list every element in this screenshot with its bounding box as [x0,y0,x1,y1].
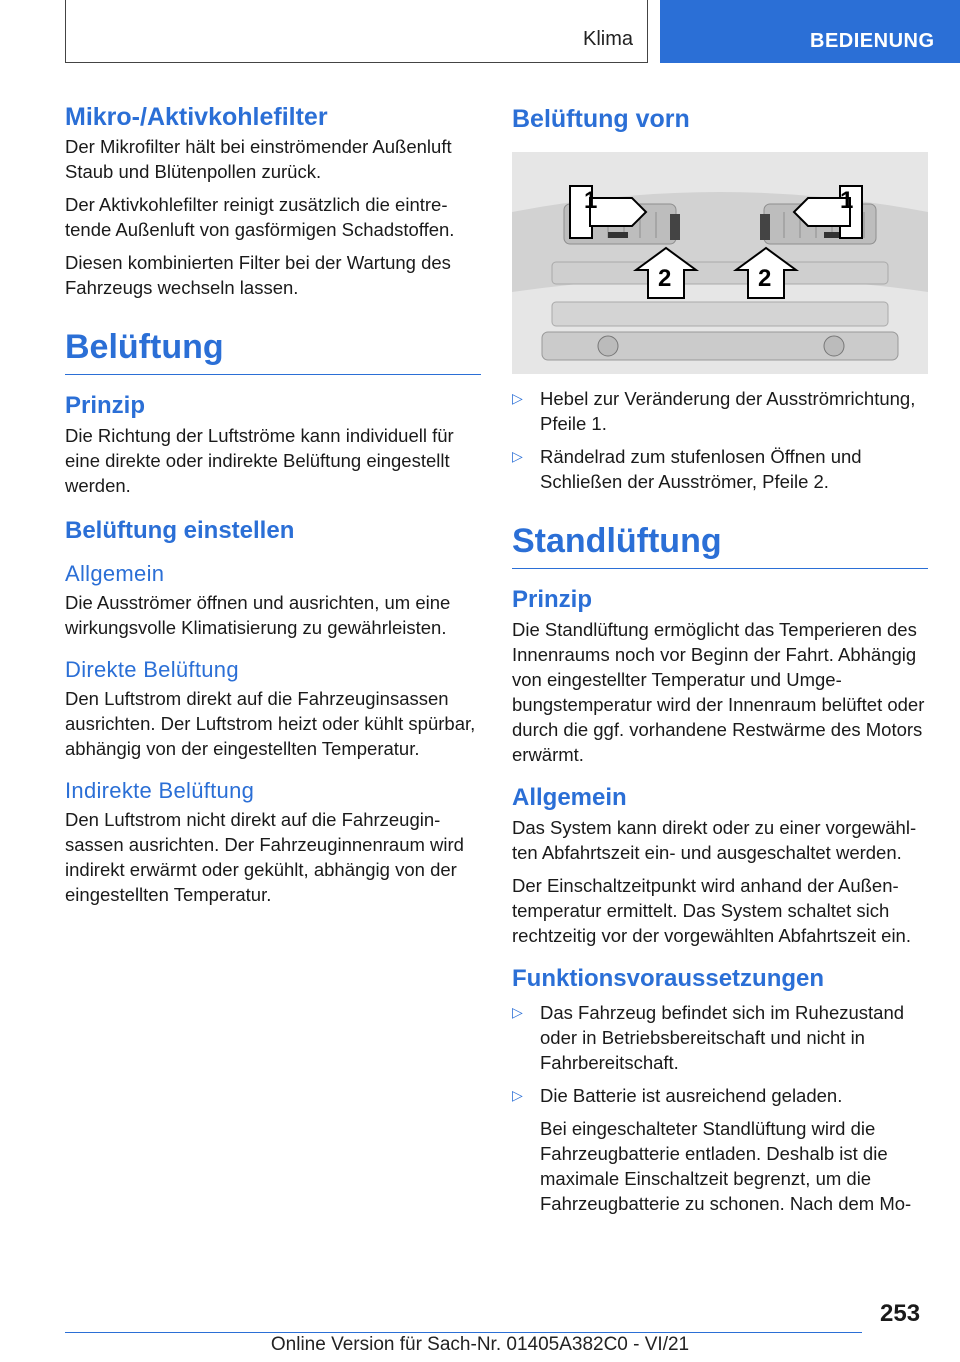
filter-heading: Mikro-/Aktivkohlefilter [65,103,328,131]
adjust-heading: Belüftung einstellen [65,517,295,544]
footer-version: Online Version für Sach-Nr. 01405A382C0 - VI/21 [270,1334,690,1355]
header-box [65,0,648,63]
requirements-heading: Funktionsvoraussetzungen [512,965,825,992]
front-vent-list [512,386,928,494]
park-principle-heading: Prinzip [512,586,593,613]
indirect-heading: Indirekte Belüftung [65,778,255,803]
triangle-bullet-icon: ▷ [512,1004,523,1020]
label-1-left: 1 [584,187,598,214]
filter-paragraph-1: Der Mikrofilter hält bei einströmender Außenluft Staub und Blütenpollen zurück. [65,136,452,182]
indirect-paragraph: Den Luftstrom nicht direkt auf die Fahrzeuginsassen ausrichten. Der Fahrzeuginnenraum wird indirekt erwärmt oder gekühlt, abhängig von der eingestellten Temperatur. [65,809,464,905]
list-item-text: Das Fahrzeug befindet sich im Ruhezustand oder in Betriebsbereitschaft und nicht in Fahrbereitschaft. [540,1002,905,1073]
parking-ventilation-heading: Standlüftung [512,516,928,569]
ventilation-heading: Belüftung [65,322,481,375]
requirements-list [512,1000,928,1216]
filter-paragraph-2: Der Aktivkohlefilter reinigt zusätzlich die eintretende Außenluft von gasförmigen Schadstoffen. [65,194,455,240]
filter-paragraph-3: Diesen kombinierten Filter bei der Wartung des Fahrzeugs wechseln lassen. [65,252,451,298]
park-general-heading: Allgemein [512,784,627,811]
right-column [512,100,928,1224]
battery-note: Bei eingeschalteter Standlüftung wird die Fahrzeugbatterie entladen. Deshalb ist die maximale Einschaltzeit begrenzt, um die Fahrzeugbatterie zu schonen. Nach dem Mo- [540,1118,912,1214]
list-item-text: Hebel zur Veränderung der Ausströmrichtung, Pfeile 1. [540,388,916,434]
park-general-paragraph-2: Der Einschaltzeitpunkt wird anhand der Außentemperatur ermittelt. Das System schaltet sich rechtzeitig vor der vorgewählten Abfahrtszeit ein. [512,875,911,946]
principle-heading: Prinzip [65,392,146,419]
list-item-text: Die Batterie ist ausreichend geladen. [540,1085,843,1106]
footer-rule [65,1332,862,1333]
label-2-left: 2 [658,265,672,292]
list-item [512,1000,928,1075]
list-item [512,444,928,494]
general-heading: Allgemein [65,561,165,586]
direct-paragraph: Den Luftstrom direkt auf die Fahrzeuginsassen ausrichten. Der Luftstrom heizt oder kühlt spürbar, abhängig von der eingestellten Temperatur. [65,688,476,759]
triangle-bullet-icon: ▷ [512,448,523,464]
list-item [512,386,928,436]
park-principle-paragraph: Die Standlüftung ermöglicht das Temperieren des Innenraums noch vor Beginn der Fahrt. Abhängig von eingestellter Temperatur und Umgebungstemperatur wird der Innenraum belüftet oder durch die ggf. vorhandene Restwärme des Motors erwärmt. [512,619,925,765]
direct-heading: Direkte Belüftung [65,657,239,682]
list-item [512,1083,928,1216]
triangle-bullet-icon: ▷ [512,390,523,406]
front-vent-heading: Belüftung vorn [512,105,690,133]
left-column [65,100,481,915]
triangle-bullet-icon: ▷ [512,1087,523,1103]
section-title: Klima [582,28,633,50]
principle-paragraph: Die Richtung der Luftströme kann individuell für eine direkte oder indirekte Belüftung eingestellt werden. [65,425,454,496]
park-general-paragraph-1: Das System kann direkt oder zu einer vorgewählten Abfahrtszeit ein- und ausgeschaltet werden. [512,817,917,863]
list-item-text: Rändelrad zum stufenlosen Öffnen und Schließen der Ausströmer, Pfeile 2. [540,446,862,492]
label-2-right: 2 [758,265,772,292]
general-paragraph: Die Ausströmer öffnen und ausrichten, um eine wirkungsvolle Klimatisierung zu gewährleisten. [65,592,451,638]
label-1-right: 1 [840,187,854,214]
dashboard-vents-figure [512,152,928,374]
chapter-tab[interactable]: BEDIENUNG [660,0,960,63]
page-number: 253 [880,1300,921,1327]
